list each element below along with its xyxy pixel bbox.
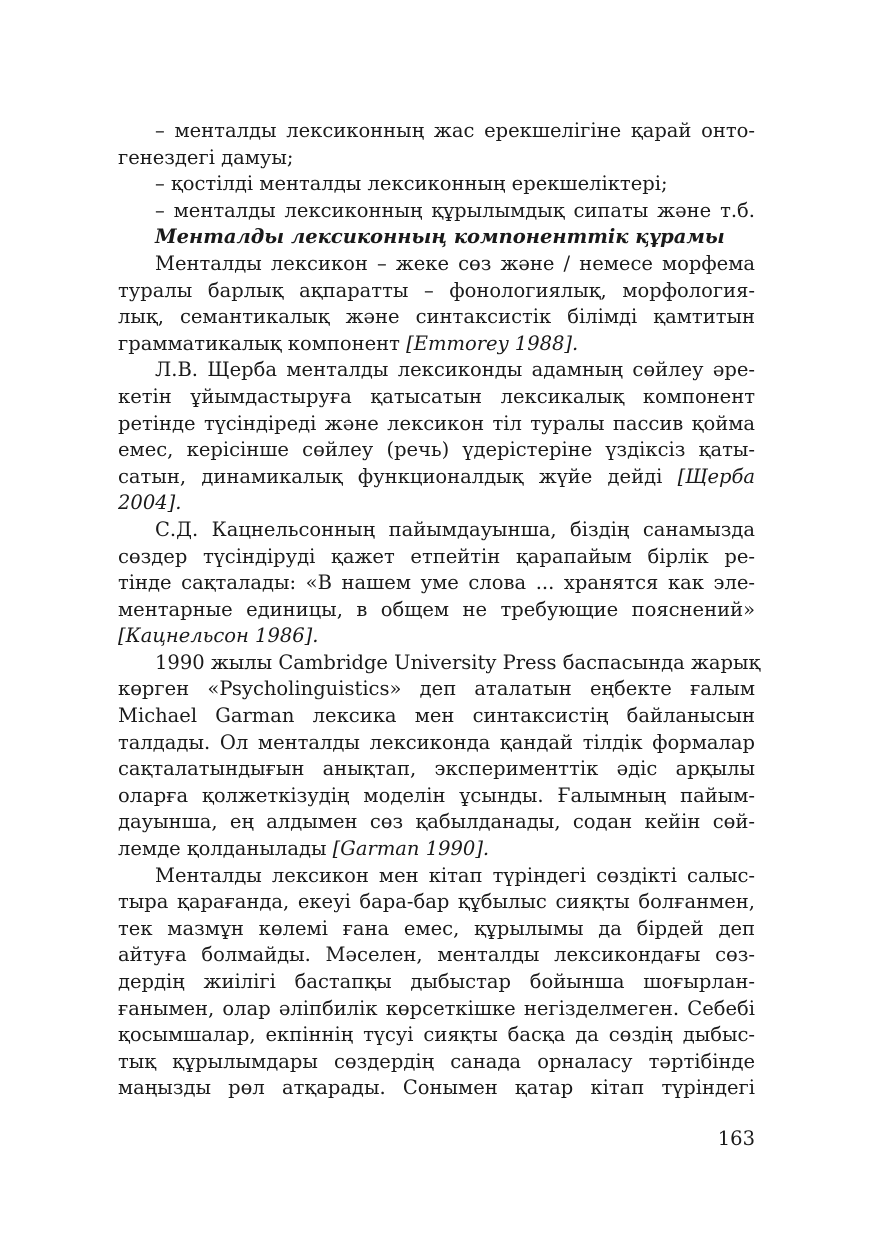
line-text: генездегі дамуы; bbox=[118, 145, 294, 169]
line-text: – қостілді менталды лексиконның ерекшеліктері; bbox=[155, 172, 668, 196]
text-line bbox=[118, 969, 755, 996]
citation: 2004]. bbox=[118, 491, 182, 515]
text-line bbox=[118, 836, 755, 863]
line-text: лемде қолданылады bbox=[118, 837, 327, 861]
section-heading bbox=[155, 224, 755, 251]
line-text: – менталды лексиконның жас ерекшелігіне қарай онто- bbox=[155, 119, 755, 142]
line-text: сақталатындығын анықтап, эксперименттік әдіс арқылы bbox=[118, 757, 755, 781]
line-text: тыра қарағанда, екеуі бара-бар құбылыс сияқты болғанмен, bbox=[118, 890, 755, 914]
text-line bbox=[155, 650, 761, 677]
text-line bbox=[118, 145, 755, 172]
line-text: көрген «Psycholinguistics» деп аталатын еңбекте ғалым bbox=[118, 677, 755, 701]
line-text: қосымшалар, екпіннің түсуі сияқты басқа да сөздің дыбыс- bbox=[118, 1023, 755, 1047]
text-line bbox=[118, 942, 755, 969]
text-line bbox=[118, 570, 755, 597]
text-line bbox=[118, 384, 755, 411]
line-text: талдады. Ол менталды лексиконда қандай тілдік формалар bbox=[118, 730, 755, 754]
text-line bbox=[118, 411, 755, 438]
text-line bbox=[118, 703, 755, 730]
page-body bbox=[118, 118, 761, 1102]
line-text: лық, семантикалық және синтаксистік білімді қамтитын bbox=[118, 305, 755, 329]
line-text: дауынша, ең алдымен сөз қабылданады, содан кейін сөй- bbox=[118, 810, 755, 834]
text-line bbox=[155, 171, 755, 198]
text-line bbox=[118, 756, 755, 783]
line-text: грамматикалық компонент bbox=[118, 331, 400, 355]
line-text: Менталды лексикон мен кітап түріндегі сөздікті салыс- bbox=[155, 863, 755, 887]
line-text: Л.В. Щерба менталды лексиконды адамның сөйлеу әре- bbox=[155, 358, 755, 382]
line-text: оларға қолжеткізудің моделін ұсынды. Ғалымның пайым- bbox=[118, 783, 755, 807]
line-text: тінде сақталады: «В нашем уме слова ... хранятся как эле- bbox=[118, 571, 755, 595]
text-line bbox=[118, 544, 755, 571]
text-line bbox=[118, 278, 755, 305]
text-line bbox=[155, 863, 755, 890]
citation: [Кацнельсон 1986]. bbox=[118, 624, 319, 648]
page-number: 163 bbox=[717, 1127, 755, 1150]
text-line bbox=[118, 1075, 755, 1102]
line-text: маңызды рөл атқарады. Сонымен қатар кітап түріндегі bbox=[118, 1076, 755, 1100]
text-line bbox=[118, 916, 755, 943]
citation: [Emmorey 1988]. bbox=[399, 331, 579, 355]
text-line bbox=[118, 464, 755, 491]
line-text: дердің жиілігі бастапқы дыбыстар бойынша шоғырлан- bbox=[118, 970, 755, 993]
text-line bbox=[118, 331, 755, 358]
line-text: тық құрылымдары сөздердің санада орналасу тәртібінде bbox=[118, 1049, 755, 1073]
line-text: айтуға болмайды. Мәселен, менталды лексикондағы сөз- bbox=[118, 943, 755, 967]
text-line bbox=[118, 889, 755, 916]
line-text: емес, керісінше сөйлеу (речь) үдерістеріне үздіксіз қаты- bbox=[118, 438, 755, 462]
text-line bbox=[118, 996, 755, 1023]
text-line bbox=[118, 597, 755, 624]
text-line bbox=[118, 809, 755, 836]
line-text: ментарные единицы, в общем не требующие пояснений» bbox=[118, 597, 755, 621]
text-line bbox=[118, 676, 755, 703]
line-text: кетін ұйымдастыруға қатысатын лексикалық компонент bbox=[118, 384, 755, 408]
text-line bbox=[155, 517, 755, 544]
line-text: Менталды лексикон – жеке сөз және / немесе морфема bbox=[155, 251, 755, 275]
line-text: сөздер түсіндіруді қажет етпейтін қарапайым бірлік ре- bbox=[118, 544, 755, 568]
line-text: ғанымен, олар әліпбилік көрсеткішке негізделмеген. Себебі bbox=[118, 996, 755, 1020]
text-line bbox=[155, 251, 755, 278]
text-line bbox=[118, 1022, 755, 1049]
text-line bbox=[118, 437, 755, 464]
line-text: 1990 жылы Cambridge University Press баспасында жарық bbox=[155, 650, 761, 674]
line-text: ретінде түсіндіреді және лексикон тіл туралы пассив қойма bbox=[118, 411, 755, 435]
text-line bbox=[155, 198, 755, 225]
text-line bbox=[118, 623, 755, 650]
citation: [Щерба bbox=[662, 464, 755, 488]
line-text: – менталды лексиконның құрылымдық сипаты және т.б. bbox=[155, 198, 755, 222]
text-line bbox=[155, 357, 755, 384]
line-text: тек мазмұн көлемі ғана емес, құрылымы да бірдей деп bbox=[118, 916, 755, 940]
line-text: Менталды лексиконның компоненттік құрамы bbox=[155, 225, 725, 249]
line-text: туралы барлық ақпаратты – фонологиялық, морфология- bbox=[118, 278, 755, 302]
line-text: Michael Garman лексика мен синтаксистің байланысын bbox=[118, 704, 755, 728]
text-line bbox=[118, 730, 755, 757]
text-line bbox=[118, 783, 755, 810]
text-line bbox=[155, 118, 755, 145]
citation: [Garman 1990]. bbox=[326, 837, 490, 861]
text-line bbox=[118, 304, 755, 331]
text-line bbox=[118, 490, 755, 517]
text-line bbox=[118, 1049, 755, 1076]
line-text: сатын, динамикалық функционалдық жүйе дейді bbox=[118, 464, 663, 488]
line-text: С.Д. Кацнельсонның пайымдауынша, біздің санамызда bbox=[155, 517, 755, 541]
